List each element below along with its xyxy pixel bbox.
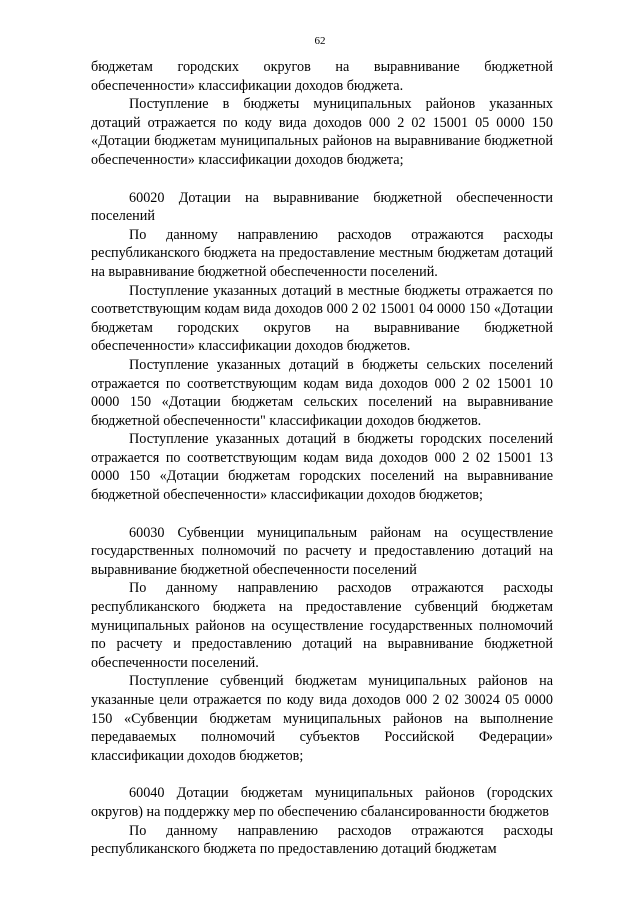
paragraph: Поступление указанных дотаций в бюджеты городских поселений отражается по соответствующим кодам вида доходов 000 2 02 15001 13 0000 150 «Дотации бюджетам городских поселений на выравнивание бюджетной обеспеченности» классификации доходов бюджетов;	[91, 431, 553, 504]
paragraph: Поступление указанных дотаций в местные бюджеты отражается по соответствующим кодам вида доходов 000 2 02 15001 04 0000 150 «Дотации бюджетам городских округов на выравнивание бюджетной обеспеченности» классификации доходов бюджетов.	[91, 282, 553, 355]
paragraph: Поступление в бюджеты муниципальных районов указанных дотаций отражается по коду вида доходов 000 2 02 15001 05 0000 150 «Дотации бюджетам муниципальных районов на выравнивание бюджетной обеспеченности» классификации доходов бюджета;	[91, 96, 553, 168]
section-heading-60040: 60040 Дотации бюджетам муниципальных районов (городских округов) на поддержку мер по обеспечению сбалансированности бюджетов	[91, 785, 553, 820]
paragraph: бюджетам городских округов на выравнивание бюджетной обеспеченности» классификации доходов бюджета.	[91, 59, 553, 94]
section-gap	[91, 765, 553, 784]
document-body	[91, 58, 553, 859]
paragraph: По данному направлению расходов отражаются расходы республиканского бюджета на предоставление местным бюджетам дотаций на выравнивание бюджетной обеспеченности поселений.	[91, 226, 553, 280]
section-gap	[91, 170, 553, 189]
paragraph: Поступление субвенций бюджетам муниципальных районов на указанные цели отражается по коду вида доходов 000 2 02 30024 05 0000 150 «Субвенции бюджетам муниципальных районов на выполнение передаваемых полномочий субъектов Российской Федерации» классификации доходов бюджетов;	[91, 673, 553, 764]
section-gap	[91, 505, 553, 524]
paragraph: По данному направлению расходов отражаются расходы республиканского бюджета на предоставление субвенций бюджетам муниципальных районов на осуществление государственных полномочий по расчету и предоставлению дотаций на выравнивание бюджетной обеспеченности поселений.	[91, 580, 553, 671]
paragraph: Поступление указанных дотаций в бюджеты сельских поселений отражается по соответствующим кодам вида доходов 000 2 02 15001 10 0000 150 «Дотации бюджетам сельских поселений на выравнивание бюджетной обеспеченности" классификации доходов бюджетов.	[91, 356, 553, 429]
page-number: 62	[314, 35, 326, 47]
section-heading-60030: 60030 Субвенции муниципальным районам на осуществление государственных полномочий по расчету и предоставлению дотаций на выравнивание бюджетной обеспеченности поселений	[91, 524, 553, 578]
section-heading-60020: 60020 Дотации на выравнивание бюджетной обеспеченности поселений	[91, 189, 553, 225]
paragraph: По данному направлению расходов отражаются расходы республиканского бюджета по предоставлению дотаций бюджетам	[91, 822, 553, 858]
